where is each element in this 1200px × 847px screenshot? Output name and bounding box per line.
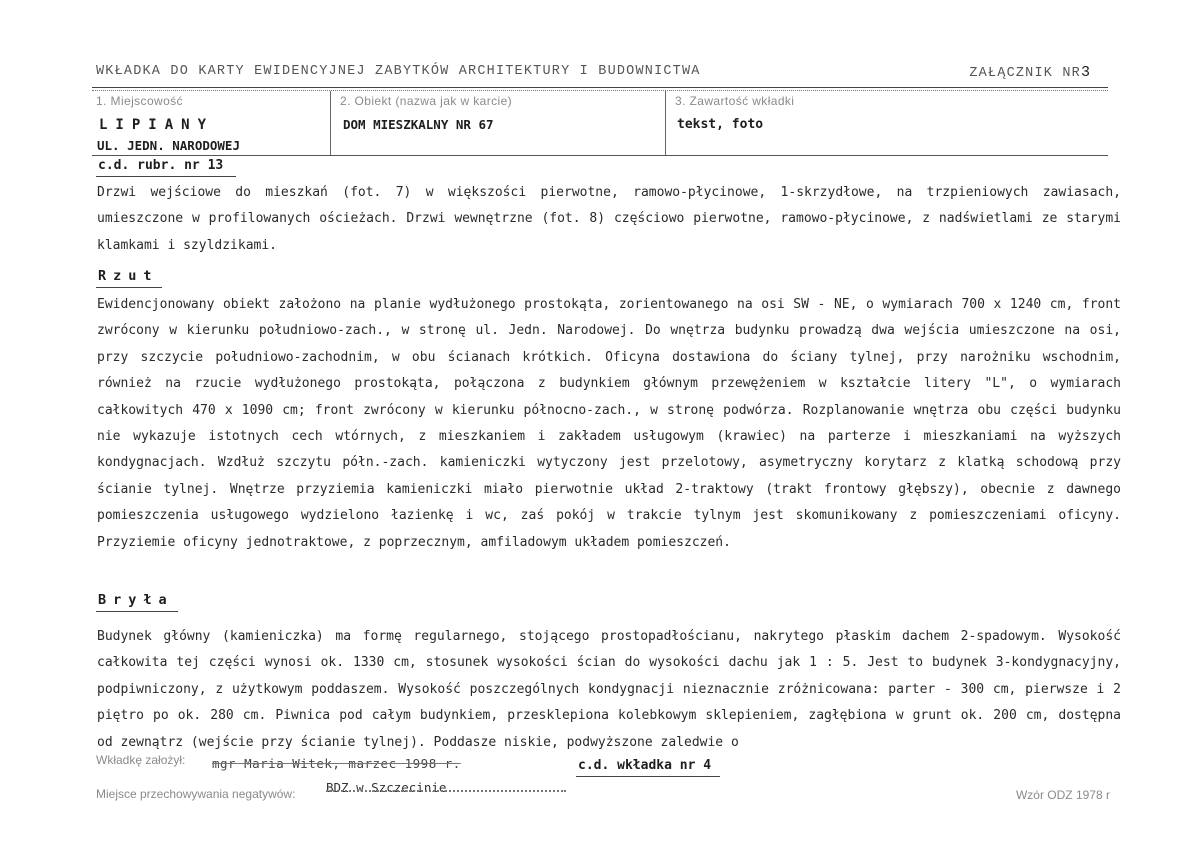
fields-bottom-rule: [92, 155, 1108, 156]
negatives-dotted-line: [326, 790, 566, 792]
next-insert-note: c.d. wkładka nr 4: [578, 758, 712, 773]
place-value: LIPIANY: [99, 117, 215, 133]
form-title: WKŁADKA DO KARTY EWIDENCYJNEJ ZABYTKÓW ARCHITEKTURY I BUDOWNICTWA: [96, 64, 701, 79]
annex-label-text: ZAŁĄCZNIK NR: [969, 66, 1081, 81]
next-insert-underline: [576, 776, 720, 777]
continuation-note: c.d. rubr. nr 13: [98, 158, 224, 173]
author-label: Wkładkę założył:: [96, 753, 186, 767]
place-label: 1. Miejscowość: [96, 94, 183, 108]
section-heading-bryla: Bryła: [98, 592, 174, 608]
content-value: tekst, foto: [677, 117, 764, 132]
column-divider-1: [330, 91, 331, 155]
section-heading-rzut: Rzut: [98, 268, 159, 284]
continuation-underline: [96, 176, 236, 177]
intro-paragraph: Drzwi wejściowe do mieszkań (fot. 7) w większości pierwotne, ramowo-płycinowe, 1-skrzydłowe, na trzpieniowych zawiasach, umieszczone w profilowanych ościeżach. Drzwi wewnętrzne (fot. 8) częściowo pierwotne, ramowo-płycinowe, z nadświetlami ze starymi klamkami i szyldzikami.: [97, 185, 1121, 253]
street-value: UL. JEDN. NARODOWEJ: [97, 138, 240, 153]
content-label: 3. Zawartość wkładki: [675, 94, 795, 108]
column-divider-2: [665, 91, 666, 155]
object-value: DOM MIESZKALNY NR 67: [343, 117, 494, 132]
bryla-paragraph: Budynek główny (kamieniczka) ma formę regularnego, stojącego prostopadłościanu, nakrytego płaskim dachem 2-spadowym. Wysokość całkowita tej części wynosi ok. 1330 cm, stosunek wysokości ścian do wysokości dachu jak 1 : 5. Jest to budynek 3-kondygnacyjny, podpiwniczony, z użytkowym poddaszem. Wysokość poszczególnych kondygnacji nieznacznie zróżnicowana: parter - 300 cm, pierwsze i 2 piętro po ok. 280 cm. Piwnica pod całym budynkiem, przesklepiona kolebkowym sklepieniem, zagłębiona w grunt ok. 200 cm, dostępna od zewnątrz (wejście przy ścianie tylnej). Poddasze niskie, podwyższone zaledwie o: [97, 629, 1121, 750]
header-rule-dotted: [92, 90, 1108, 91]
annex-number: 3: [1080, 64, 1090, 81]
author-value: mgr Maria Witek, marzec 1998 r.: [212, 756, 461, 771]
rzut-paragraph: Ewidencjonowany obiekt założono na planie wydłużonego prostokąta, zorientowanego na osi SW - NE, o wymiarach 700 x 1240 cm, front zwrócony w kierunku południowo-zach., w stronę ul. Jedn. Narodowej. Do wnętrza budynku prowadzą dwa wejścia umieszczone na osi, przy szczycie południowo-zachodnim, w obu ścianach krótkich. Oficyna dostawiona do ściany tylnej, przy narożniku wschodnim, również na rzucie wydłużonego prostokąta, połączona z budynkiem głównym przewężeniem w kształcie litery "L", o wymiarach całkowitych 470 x 1090 cm; front zwrócony w kierunku północno-zach., w stronę podwórza. Rozplanowanie wnętrza obu części budynku nie wykazuje istotnych cech wtórnych, z mieszkaniem i zakładem usługowym (krawiec) na parterze i mieszkaniami na wyższych kondygnacjach. Wzdłuż szczytu półn.-zach. kamieniczki wytyczony jest przelotowy, asymetryczny korytarz z klatką schodową przy ścianie tylnej. Wnętrze przyziemia kamieniczki miało pierwotnie układ 2-traktowy (trakt frontowy głębszy), obecnie z dawnego pomieszczenia usługowego wydzielono łazienkę i wc, zaś pokój w trakcie tylnym jest skomunikowany z pomieszczeniami oficyny. Przyziemie oficyny jednotraktowe, z poprzecznym, amfiladowym układem pomieszczeń.: [97, 297, 1121, 550]
annex-label: [969, 64, 1090, 81]
object-label: 2. Obiekt (nazwa jak w karcie): [340, 94, 513, 108]
negatives-value: BDZ w Szczecinie: [326, 780, 447, 795]
bryla-underline: [96, 611, 178, 612]
negatives-label: Miejsce przechowywania negatywów:: [96, 787, 296, 801]
rzut-underline: [96, 287, 162, 288]
header-rule: [92, 87, 1108, 88]
form-template-label: Wzór ODZ 1978 r: [1015, 788, 1110, 802]
